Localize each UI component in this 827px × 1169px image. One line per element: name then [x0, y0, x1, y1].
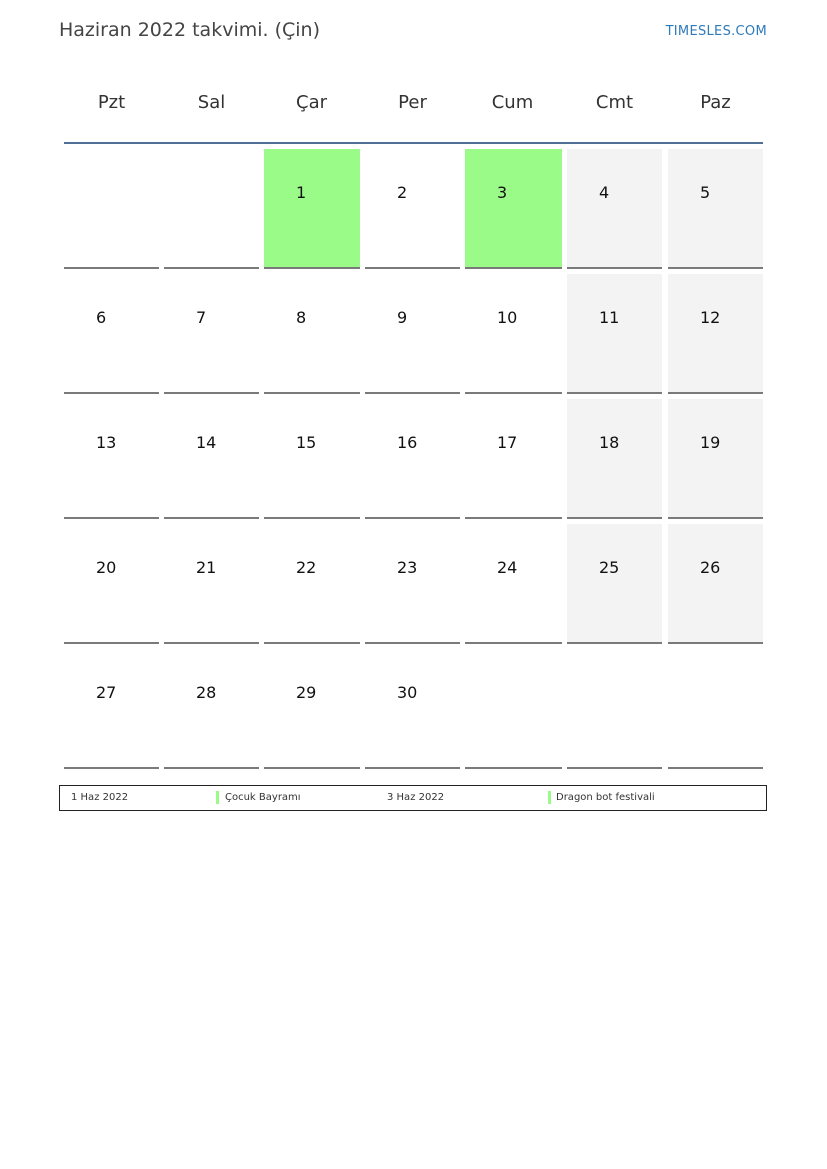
- day-cell[interactable]: [668, 149, 763, 269]
- day-cell[interactable]: [567, 274, 662, 394]
- day-number: 26: [700, 558, 721, 577]
- header-divider: [64, 142, 763, 144]
- day-cell[interactable]: [264, 649, 360, 769]
- legend-holiday-name: Çocuk Bayramı: [225, 792, 301, 803]
- day-number: 13: [96, 433, 117, 452]
- day-number: 7: [196, 308, 207, 327]
- day-cell[interactable]: [64, 274, 159, 394]
- day-cell[interactable]: [365, 399, 460, 519]
- day-cell[interactable]: [264, 274, 360, 394]
- day-cell[interactable]: [365, 524, 460, 644]
- day-cell[interactable]: [668, 399, 763, 519]
- day-cell[interactable]: [64, 649, 159, 769]
- day-cell[interactable]: [365, 649, 460, 769]
- legend-date: 3 Haz 2022: [387, 792, 445, 803]
- legend-color-swatch: [216, 791, 219, 804]
- legend-date: 1 Haz 2022: [71, 792, 129, 803]
- holiday-day-cell[interactable]: [264, 149, 360, 269]
- empty-day-cell: [64, 149, 159, 269]
- day-number: 8: [296, 308, 307, 327]
- empty-day-cell: [465, 649, 562, 769]
- day-cell[interactable]: [164, 274, 259, 394]
- brand-link[interactable]: TIMESLES.COM: [665, 24, 767, 39]
- day-number: 21: [196, 558, 217, 577]
- weekday-header: Sal: [197, 92, 226, 113]
- day-number: 9: [397, 308, 408, 327]
- legend-color-swatch: [548, 791, 551, 804]
- day-cell[interactable]: [264, 399, 360, 519]
- day-number: 20: [96, 558, 117, 577]
- day-number: 28: [196, 683, 217, 702]
- day-number: 25: [599, 558, 620, 577]
- page-title: Haziran 2022 takvimi. (Çin): [59, 19, 321, 41]
- day-number: 16: [397, 433, 418, 452]
- empty-day-cell: [668, 649, 763, 769]
- empty-day-cell: [567, 649, 662, 769]
- day-cell[interactable]: [465, 274, 562, 394]
- day-cell[interactable]: [64, 524, 159, 644]
- day-number: 4: [599, 183, 610, 202]
- day-number: 19: [700, 433, 721, 452]
- day-cell[interactable]: [668, 524, 763, 644]
- legend-holiday-name: Dragon bot festivali: [556, 792, 655, 803]
- day-number: 23: [397, 558, 418, 577]
- day-number: 2: [397, 183, 408, 202]
- day-number: 5: [700, 183, 711, 202]
- day-number: 22: [296, 558, 317, 577]
- day-number: 30: [397, 683, 418, 702]
- day-number: 1: [296, 183, 307, 202]
- day-cell[interactable]: [365, 149, 460, 269]
- weekday-header: Per: [398, 92, 427, 113]
- holiday-day-cell[interactable]: [465, 149, 562, 269]
- day-number: 17: [497, 433, 518, 452]
- weekday-header: Cmt: [595, 92, 634, 113]
- day-cell[interactable]: [264, 524, 360, 644]
- day-number: 11: [599, 308, 620, 327]
- day-cell[interactable]: [567, 149, 662, 269]
- day-cell[interactable]: [567, 399, 662, 519]
- day-cell[interactable]: [365, 274, 460, 394]
- day-cell[interactable]: [668, 274, 763, 394]
- day-cell[interactable]: [465, 524, 562, 644]
- day-cell[interactable]: [164, 524, 259, 644]
- day-cell[interactable]: [567, 524, 662, 644]
- day-cell[interactable]: [64, 399, 159, 519]
- empty-day-cell: [164, 149, 259, 269]
- weekday-header: Pzt: [97, 92, 126, 113]
- day-number: 6: [96, 308, 107, 327]
- day-number: 15: [296, 433, 317, 452]
- day-number: 14: [196, 433, 217, 452]
- day-number: 3: [497, 183, 508, 202]
- weekday-header: Cum: [491, 92, 534, 113]
- weekday-header: Paz: [700, 92, 731, 113]
- day-cell[interactable]: [164, 399, 259, 519]
- day-number: 24: [497, 558, 518, 577]
- day-number: 10: [497, 308, 518, 327]
- day-number: 29: [296, 683, 317, 702]
- weekday-header: Çar: [296, 92, 327, 113]
- holiday-legend: [59, 785, 767, 811]
- day-number: 12: [700, 308, 721, 327]
- day-cell[interactable]: [164, 649, 259, 769]
- day-number: 27: [96, 683, 117, 702]
- day-number: 18: [599, 433, 620, 452]
- day-cell[interactable]: [465, 399, 562, 519]
